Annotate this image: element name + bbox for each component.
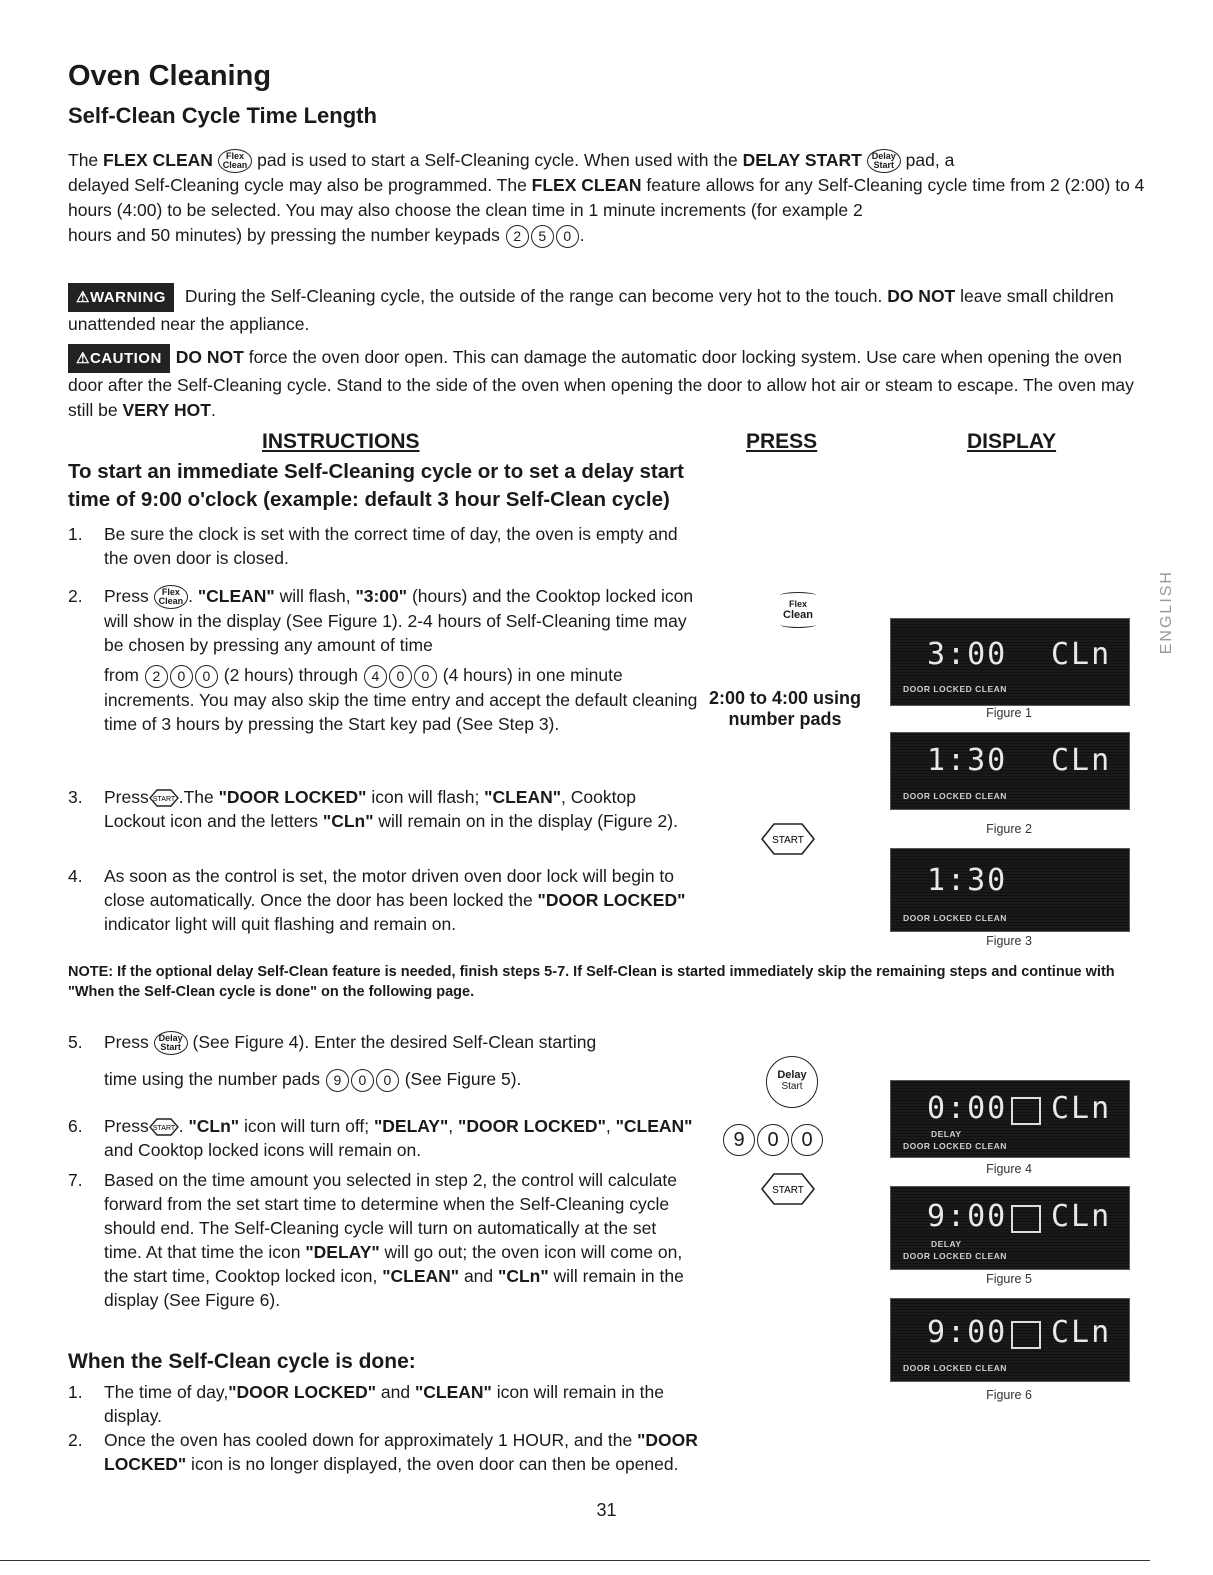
flex-clean-key-icon: Flex Clean <box>154 585 189 609</box>
press-start-icon <box>760 1172 816 1206</box>
keypad-icon: 2 <box>506 225 529 248</box>
press-keypads <box>722 1124 824 1156</box>
svg-text:START: START <box>772 1185 804 1196</box>
figure-caption: Figure 3 <box>986 934 1032 948</box>
intro-paragraph: The FLEX CLEAN Flex Clean pad is used to start a Self-Cleaning cycle. When used with the DELAY START Delay Start pad, a delayed Self-Cleaning cycle may also be programmed. The FLEX CLEAN feature allows for any Self-Cleaning cycle time from 2 (2:00) to 4 hours (4:00) to be selected. You may also choose the clean time in 1 minute increments (for example 2 hours and 50 minutes) by pressing the number keypads 2 5 0 . <box>68 148 1148 248</box>
section2-heading: When the Self-Clean cycle is done: <box>68 1350 416 1373</box>
keypad-icon: 2 <box>145 665 168 688</box>
keypad-icon: 9 <box>326 1069 349 1092</box>
figure-caption: Figure 6 <box>986 1388 1032 1402</box>
keypad-icon: 4 <box>364 665 387 688</box>
display-figure-1: 3:00 CLn DOOR LOCKED CLEAN <box>890 618 1130 706</box>
keypad-icon: 0 <box>351 1069 374 1092</box>
press-start-icon <box>760 822 816 856</box>
start-key-icon <box>149 1118 179 1136</box>
column-press: PRESS <box>746 430 818 453</box>
keypad-icon: 0 <box>556 225 579 248</box>
language-side-tab: ENGLISH <box>1158 570 1175 655</box>
warning-block: ⚠WARNING During the Self-Cleaning cycle, the outside of the range can become very hot to the touch. DO NOT leave small children unattended near the appliance. <box>68 283 1148 337</box>
step-6: 6. Press START . "CLn" icon will turn off; "DELAY", "DOOR LOCKED", "CLEAN" and Cooktop locked icons will remain on. <box>68 1116 693 1160</box>
step-2: 2. Press Flex Clean . "CLEAN" will flash, "3:00" (hours) and the Cooktop locked icon will show in the display (See Figure 1). 2-4 hours of Self-Cleaning time may be chosen by pressing any amount of time from 2 0 0 (2 hours) through 4 0 0 (4 hours) in one minute increments. You may also skip the time entry and accept the default cleaning time of 3 hours by pressing the Start key pad (See Step 3). <box>68 586 698 735</box>
done-step-2: 2. Once the oven has cooled down for approximately 1 HOUR, and the "DOOR LOCKED" icon is no longer displayed, the oven door can then be opened. <box>68 1430 698 1474</box>
keypad-icon: 0 <box>195 665 218 688</box>
figure-caption: Figure 2 <box>986 822 1032 836</box>
section1-heading-line1: To start an immediate Self-Cleaning cycle or to set a delay start <box>68 460 684 483</box>
caution-badge: ⚠CAUTION <box>68 344 170 373</box>
svg-text:START: START <box>152 1125 175 1133</box>
display-figure-6: 9:00 CLn DOOR LOCKED CLEAN <box>890 1298 1130 1382</box>
display-figure-4: 0:00 CLn DELAY DOOR LOCKED CLEAN <box>890 1080 1130 1158</box>
page-subtitle: Self-Clean Cycle Time Length <box>68 103 377 128</box>
delay-start-key-icon: Delay Start <box>154 1031 188 1055</box>
display-figure-3: 1:30 DOOR LOCKED CLEAN <box>890 848 1130 932</box>
figure-caption: Figure 1 <box>986 706 1032 720</box>
step-4: 4. As soon as the control is set, the motor driven oven door lock will begin to close automatically. Once the door has been locked the "DOOR LOCKED" indicator light will quit flashing and remain on. <box>68 866 686 934</box>
warning-badge: ⚠WARNING <box>68 283 174 312</box>
flex-clean-key-icon: Flex Clean <box>218 149 253 173</box>
keypad-icon: 0 <box>757 1124 789 1156</box>
display-figure-2: 1:30 CLn DOOR LOCKED CLEAN <box>890 732 1130 810</box>
done-step-1: 1. The time of day,"DOOR LOCKED" and "CLEAN" icon will remain in the display. <box>68 1382 665 1426</box>
page-title: Oven Cleaning <box>68 60 272 92</box>
step-3: 3. Press START .The "DOOR LOCKED" icon will flash; "CLEAN", Cooktop Lockout icon and the letters "CLn" will remain on in the display (Figure 2). <box>68 787 678 831</box>
note-text: NOTE: If the optional delay Self-Clean feature is needed, finish steps 5-7. If Self-Clean is started immediately skip the remaining steps and continue with "When the Self-Clean cycle is done" on the following page. <box>68 964 1115 1000</box>
display-indicator-box <box>1011 1205 1041 1233</box>
keypad-icon: 0 <box>389 665 412 688</box>
press-delay-start-icon: Delay Start <box>766 1056 818 1108</box>
delay-start-key-icon: Delay Start <box>867 149 901 173</box>
keypad-icon: 0 <box>376 1069 399 1092</box>
keypad-icon: 0 <box>170 665 193 688</box>
keypad-icon: 0 <box>414 665 437 688</box>
step-5: 5. Press Delay Start (See Figure 4). Enter the desired Self-Clean starting time using the number pads 9 0 0 (See Figure 5). <box>68 1030 698 1092</box>
press-range-text: 2:00 to 4:00 using number pads <box>708 688 862 729</box>
column-display: DISPLAY <box>967 430 1057 453</box>
keypad-icon: 5 <box>531 225 554 248</box>
keypad-icon: 0 <box>791 1124 823 1156</box>
keypad-icon: 9 <box>723 1124 755 1156</box>
figure-caption: Figure 5 <box>986 1272 1032 1286</box>
display-indicator-box <box>1011 1097 1041 1125</box>
page-number: 31 <box>596 1500 617 1520</box>
svg-text:START: START <box>772 835 804 846</box>
figure-caption: Figure 4 <box>986 1162 1032 1176</box>
step-7: 7. Based on the time amount you selected in step 2, the control will calculate forward from the set start time to determine when the Self-Cleaning cycle should end. The Self-Cleaning cycle will turn on automatically at the set time. At that time the icon "DELAY" will go out; the oven icon will come on, the start time, Cooktop locked icon, "CLEAN" and "CLn" will remain in the display (See Figure 6). <box>68 1170 684 1310</box>
start-key-icon <box>149 789 179 807</box>
caution-block: ⚠CAUTION DO NOT force the oven door open. This can damage the automatic door locking system. Use care when opening the oven door after the Self-Cleaning cycle. Stand to the side of the oven when opening the door to allow hot air or steam to escape. The oven may still be VERY HOT. <box>68 344 1148 423</box>
column-instructions: INSTRUCTIONS <box>262 430 420 453</box>
display-figure-5: 9:00 CLn DELAY DOOR LOCKED CLEAN <box>890 1186 1130 1270</box>
display-indicator-box <box>1011 1321 1041 1349</box>
bottom-rule <box>0 1560 1150 1561</box>
press-flex-clean-icon: Flex Clean <box>770 592 826 628</box>
step-1: 1. Be sure the clock is set with the correct time of day, the oven is empty and the oven door is closed. <box>68 524 678 568</box>
section1-heading-line2: time of 9:00 o'clock (example: default 3 hour Self-Clean cycle) <box>68 488 670 511</box>
svg-text:START: START <box>152 796 175 804</box>
